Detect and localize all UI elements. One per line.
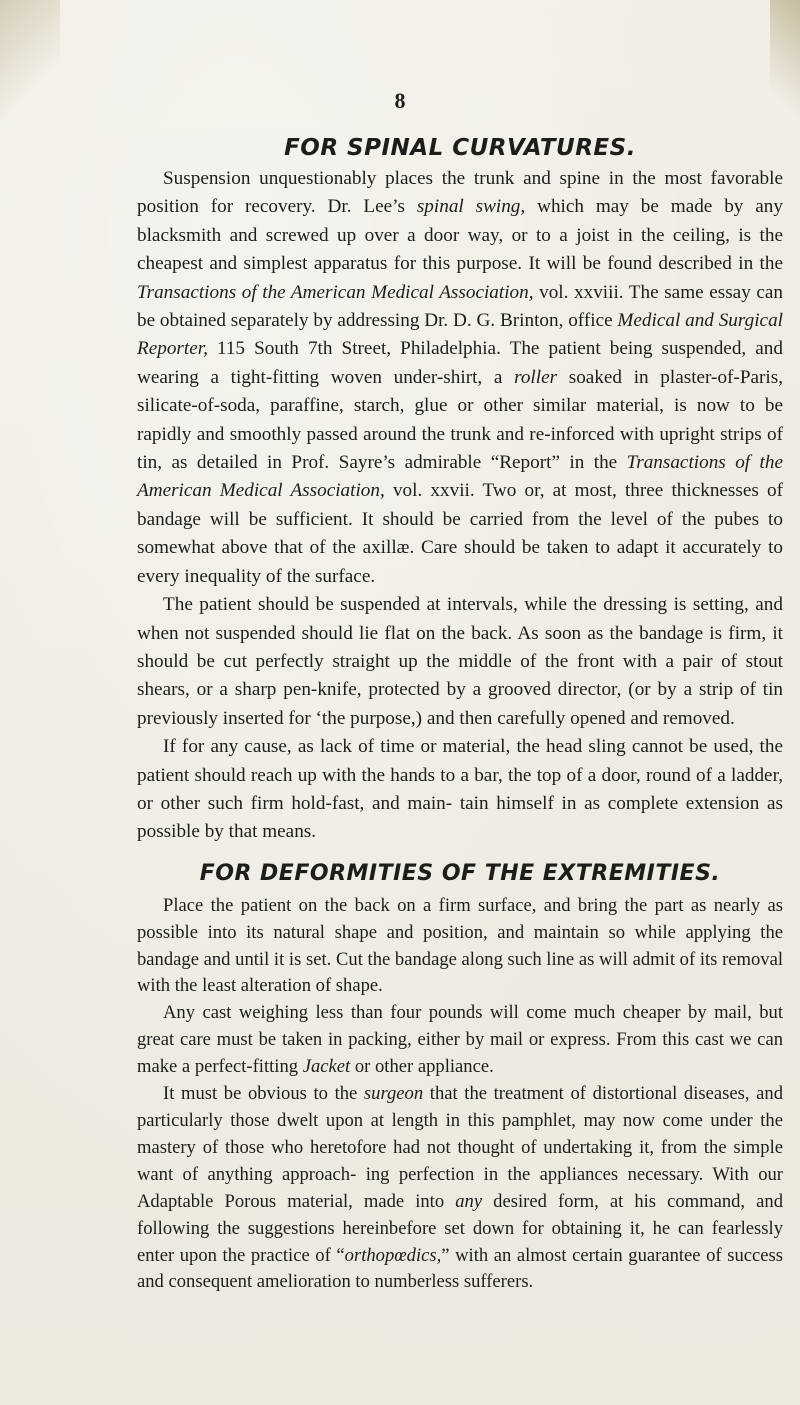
paragraph-extremities: Place the patient on the back on a firm surface, and bring the part as nearly as possible into its natural shape and position, and maintain so while applying the bandage and until it is set. Cut the bandage along such line as will admit of its removal with the least alteration of shape. — [137, 894, 783, 997]
page-number: 8 — [394, 88, 406, 113]
paragraph-head-sling: If for any cause, as lack of time or material, the head sling cannot be used, the patient should reach up with the hands to a bar, the top of a door, round of a ladder, or other such firm hold-fast, and main- tain himself in as complete extension as possible by that means. — [137, 736, 783, 843]
paragraph-dressing: The patient should be suspended at intervals, while the dressing is setting, and when not suspended should lie flat on the back. As soon as the bandage is firm, it should be cut perfectly straight up the middle of the front with a pair of stout shears, or a sharp pen-knife, protected by a grooved director, (or by a strip of tin previously inserted for ‘the purpose,) and then carefully opened and removed. — [137, 594, 783, 729]
paragraph-surgeon: It must be obvious to the surgeon that the treatment of distortional diseases, and particularly those dwelt upon at length in this pamphlet, may now come under the mastery of those who heretofore had not thought of undertaking it, from the simple want of anything approach- ing perfection in the appliances necessary. With our Adaptable Porous material, made into any desired form, at his command, and following the suggestions hereinbefore set down for obtaining it, he can fearlessly enter upon the practice of “orthopœdics,” with an almost certain guarantee of success and consequent amelioration to numberless sufferers. — [137, 1083, 784, 1293]
paragraph-suspension: Suspension unquestionably places the trunk and spine in the most favorable position for recovery. Dr. Lee’s spinal swing, which may be made by any blacksmith and screwed up over a door way, or to a joist in the ceiling, is the cheapest and simplest apparatus for this purpose. It will be found described in the Transactions of the American Medical Association, vol. xxviii. The same essay can be obtained separately by addressing Dr. D. G. Brinton, office Medical and Surgical Reporter, 115 South 7th Street, Philadelphia. The patient being suspended, and wearing a tight-fitting woven under-shirt, a roller soaked in plaster-of-Paris, silicate-of-soda, paraffine, starch, glue or other similar material, is now to be rapidly and smoothly passed around the trunk and re-inforced with upright strips of tin, as detailed in Prof. Sayre’s admirable “Report” in the Transactions of the American Medical Association, vol. xxvii. Two or, at most, three thicknesses of bandage will be sufficient. It should be carried from the level of the pubes to somewhat above that of the axillæ. Care should be taken to adapt it accurately to every inequality of the surface. — [137, 168, 783, 587]
paragraph-cast-mail: Any cast weighing less than four pounds will come much cheaper by mail, but great care must be taken in packing, either by mail or express. From this cast we can make a perfect-fitting Jacket or other appliance. — [137, 1002, 783, 1078]
page-body — [137, 131, 783, 1296]
section-heading-spinal-curvatures: FOR SPINAL CURVATURES. — [284, 135, 636, 161]
section-heading-deformities-extremities: FOR DEFORMITIES OF THE EXTREMITIES. — [199, 860, 721, 886]
